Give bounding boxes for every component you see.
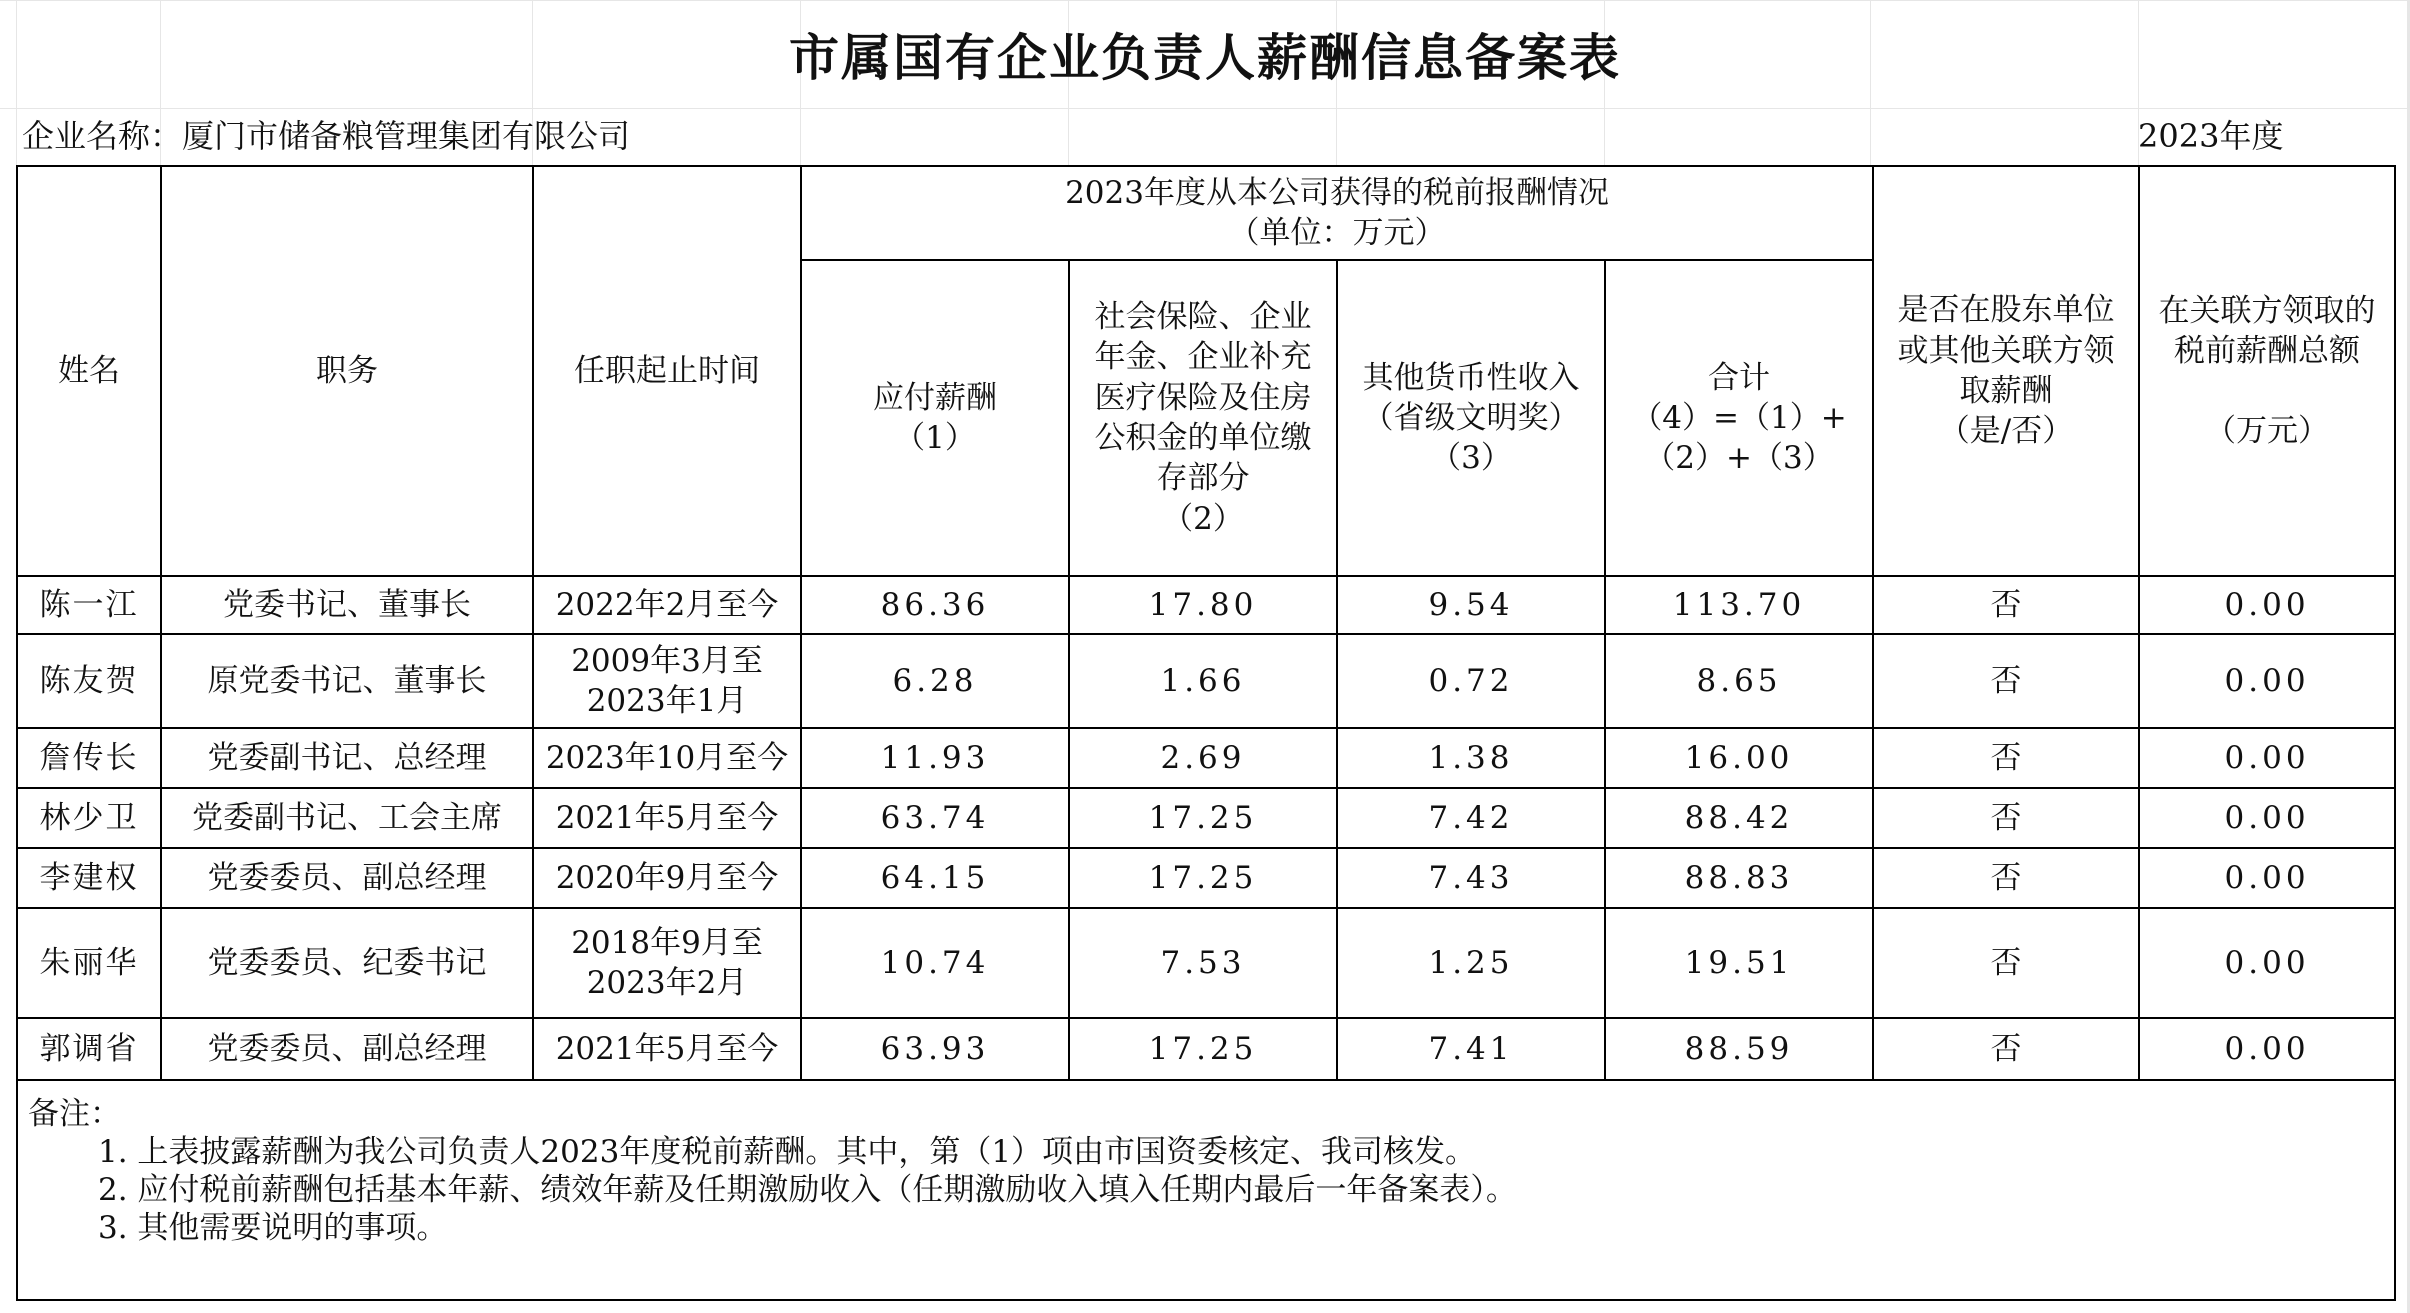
cell-name: 朱丽华 — [17, 908, 161, 1018]
cell-shareholder: 否 — [1873, 728, 2139, 788]
cell-position: 党委委员、副总经理 — [161, 1018, 533, 1080]
cell-other: 7.41 — [1337, 1018, 1605, 1080]
cell-insurance: 7.53 — [1069, 908, 1337, 1018]
notes-row — [17, 1080, 2395, 1300]
header-col2: 社会保险、企业 年金、企业补充 医疗保险及住房 公积金的单位缴 存部分 （2） — [1069, 260, 1337, 576]
cell-total: 19.51 — [1605, 908, 1873, 1018]
cell-name: 李建权 — [17, 848, 161, 908]
cell-total: 8.65 — [1605, 634, 1873, 728]
note-item: 2. 应付税前薪酬包括基本年薪、绩效年薪及任期激励收入（任期激励收入填入任期内最后一年备案表）。 — [98, 1172, 1517, 1208]
cell-other: 7.42 — [1337, 788, 1605, 848]
cell-other: 7.43 — [1337, 848, 1605, 908]
cell-total: 88.59 — [1605, 1018, 1873, 1080]
cell-position: 党委委员、纪委书记 — [161, 908, 533, 1018]
notes-heading: 备注： — [28, 1096, 121, 1132]
cell-related: 0.00 — [2139, 634, 2395, 728]
cell-insurance: 17.25 — [1069, 848, 1337, 908]
note-item: 3. 其他需要说明的事项。 — [98, 1210, 448, 1246]
salary-table — [16, 165, 2396, 1301]
cell-term: 2021年5月至今 — [533, 1018, 801, 1080]
header-pay-group: 2023年度从本公司获得的税前报酬情况 （单位：万元） — [801, 166, 1873, 260]
cell-position: 原党委书记、董事长 — [161, 634, 533, 728]
header-shareholder: 是否在股东单位 或其他关联方领 取薪酬 （是/否） — [1873, 166, 2139, 576]
cell-name: 詹传长 — [17, 728, 161, 788]
cell-other: 1.38 — [1337, 728, 1605, 788]
header-col1: 应付薪酬 （1） — [801, 260, 1069, 576]
table-row — [17, 848, 2395, 908]
table-row — [17, 788, 2395, 848]
header-row-1 — [17, 166, 2395, 260]
sheet-title: 市属国有企业负责人薪酬信息备案表 — [789, 29, 1621, 87]
cell-related: 0.00 — [2139, 728, 2395, 788]
cell-other: 9.54 — [1337, 576, 1605, 634]
report-year: 2023年度 — [2138, 117, 2284, 155]
cell-shareholder: 否 — [1873, 634, 2139, 728]
cell-pay: 86.36 — [801, 576, 1069, 634]
cell-pay: 11.93 — [801, 728, 1069, 788]
cell-related: 0.00 — [2139, 848, 2395, 908]
cell-position: 党委委员、副总经理 — [161, 848, 533, 908]
cell-related: 0.00 — [2139, 1018, 2395, 1080]
cell-name: 林少卫 — [17, 788, 161, 848]
cell-term: 2009年3月至 2023年1月 — [533, 634, 801, 728]
cell-shareholder: 否 — [1873, 848, 2139, 908]
header-col3: 其他货币性收入 （省级文明奖） （3） — [1337, 260, 1605, 576]
cell-term: 2020年9月至今 — [533, 848, 801, 908]
cell-term: 2022年2月至今 — [533, 576, 801, 634]
header-name: 姓名 — [17, 166, 161, 576]
cell-shareholder: 否 — [1873, 908, 2139, 1018]
cell-other: 1.25 — [1337, 908, 1605, 1018]
table-row — [17, 908, 2395, 1018]
cell-position: 党委副书记、工会主席 — [161, 788, 533, 848]
cell-pay: 6.28 — [801, 634, 1069, 728]
cell-related: 0.00 — [2139, 576, 2395, 634]
header-term: 任职起止时间 — [533, 166, 801, 576]
table-row — [17, 634, 2395, 728]
cell-shareholder: 否 — [1873, 576, 2139, 634]
cell-pay: 10.74 — [801, 908, 1069, 1018]
table-row — [17, 576, 2395, 634]
cell-insurance: 1.66 — [1069, 634, 1337, 728]
cell-name: 陈友贺 — [17, 634, 161, 728]
cell-name: 陈一江 — [17, 576, 161, 634]
header-position: 职务 — [161, 166, 533, 576]
cell-total: 113.70 — [1605, 576, 1873, 634]
cell-term: 2018年9月至 2023年2月 — [533, 908, 801, 1018]
cell-insurance: 2.69 — [1069, 728, 1337, 788]
cell-position: 党委副书记、总经理 — [161, 728, 533, 788]
cell-insurance: 17.80 — [1069, 576, 1337, 634]
meta-row — [0, 108, 2410, 165]
cell-other: 0.72 — [1337, 634, 1605, 728]
header-col4: 合计 （4）=（1）+ （2）+（3） — [1605, 260, 1873, 576]
cell-insurance: 17.25 — [1069, 1018, 1337, 1080]
cell-related: 0.00 — [2139, 908, 2395, 1018]
cell-term: 2023年10月至今 — [533, 728, 801, 788]
cell-related: 0.00 — [2139, 788, 2395, 848]
cell-name: 郭调省 — [17, 1018, 161, 1080]
cell-term: 2021年5月至今 — [533, 788, 801, 848]
table-row — [17, 1018, 2395, 1080]
note-item: 1. 上表披露薪酬为我公司负责人2023年度税前薪酬。其中，第（1）项由市国资委核定、我司核发。 — [98, 1134, 1477, 1170]
cell-shareholder: 否 — [1873, 788, 2139, 848]
cell-total: 88.83 — [1605, 848, 1873, 908]
cell-total: 88.42 — [1605, 788, 1873, 848]
cell-insurance: 17.25 — [1069, 788, 1337, 848]
notes-cell — [17, 1080, 2395, 1300]
cell-shareholder: 否 — [1873, 1018, 2139, 1080]
company-name: 企业名称：厦门市储备粮管理集团有限公司 — [22, 117, 631, 155]
cell-position: 党委书记、董事长 — [161, 576, 533, 634]
cell-total: 16.00 — [1605, 728, 1873, 788]
table-row — [17, 728, 2395, 788]
cell-pay: 64.15 — [801, 848, 1069, 908]
cell-pay: 63.93 — [801, 1018, 1069, 1080]
cell-pay: 63.74 — [801, 788, 1069, 848]
header-related: 在关联方领取的 税前薪酬总额 （万元） — [2139, 166, 2395, 576]
